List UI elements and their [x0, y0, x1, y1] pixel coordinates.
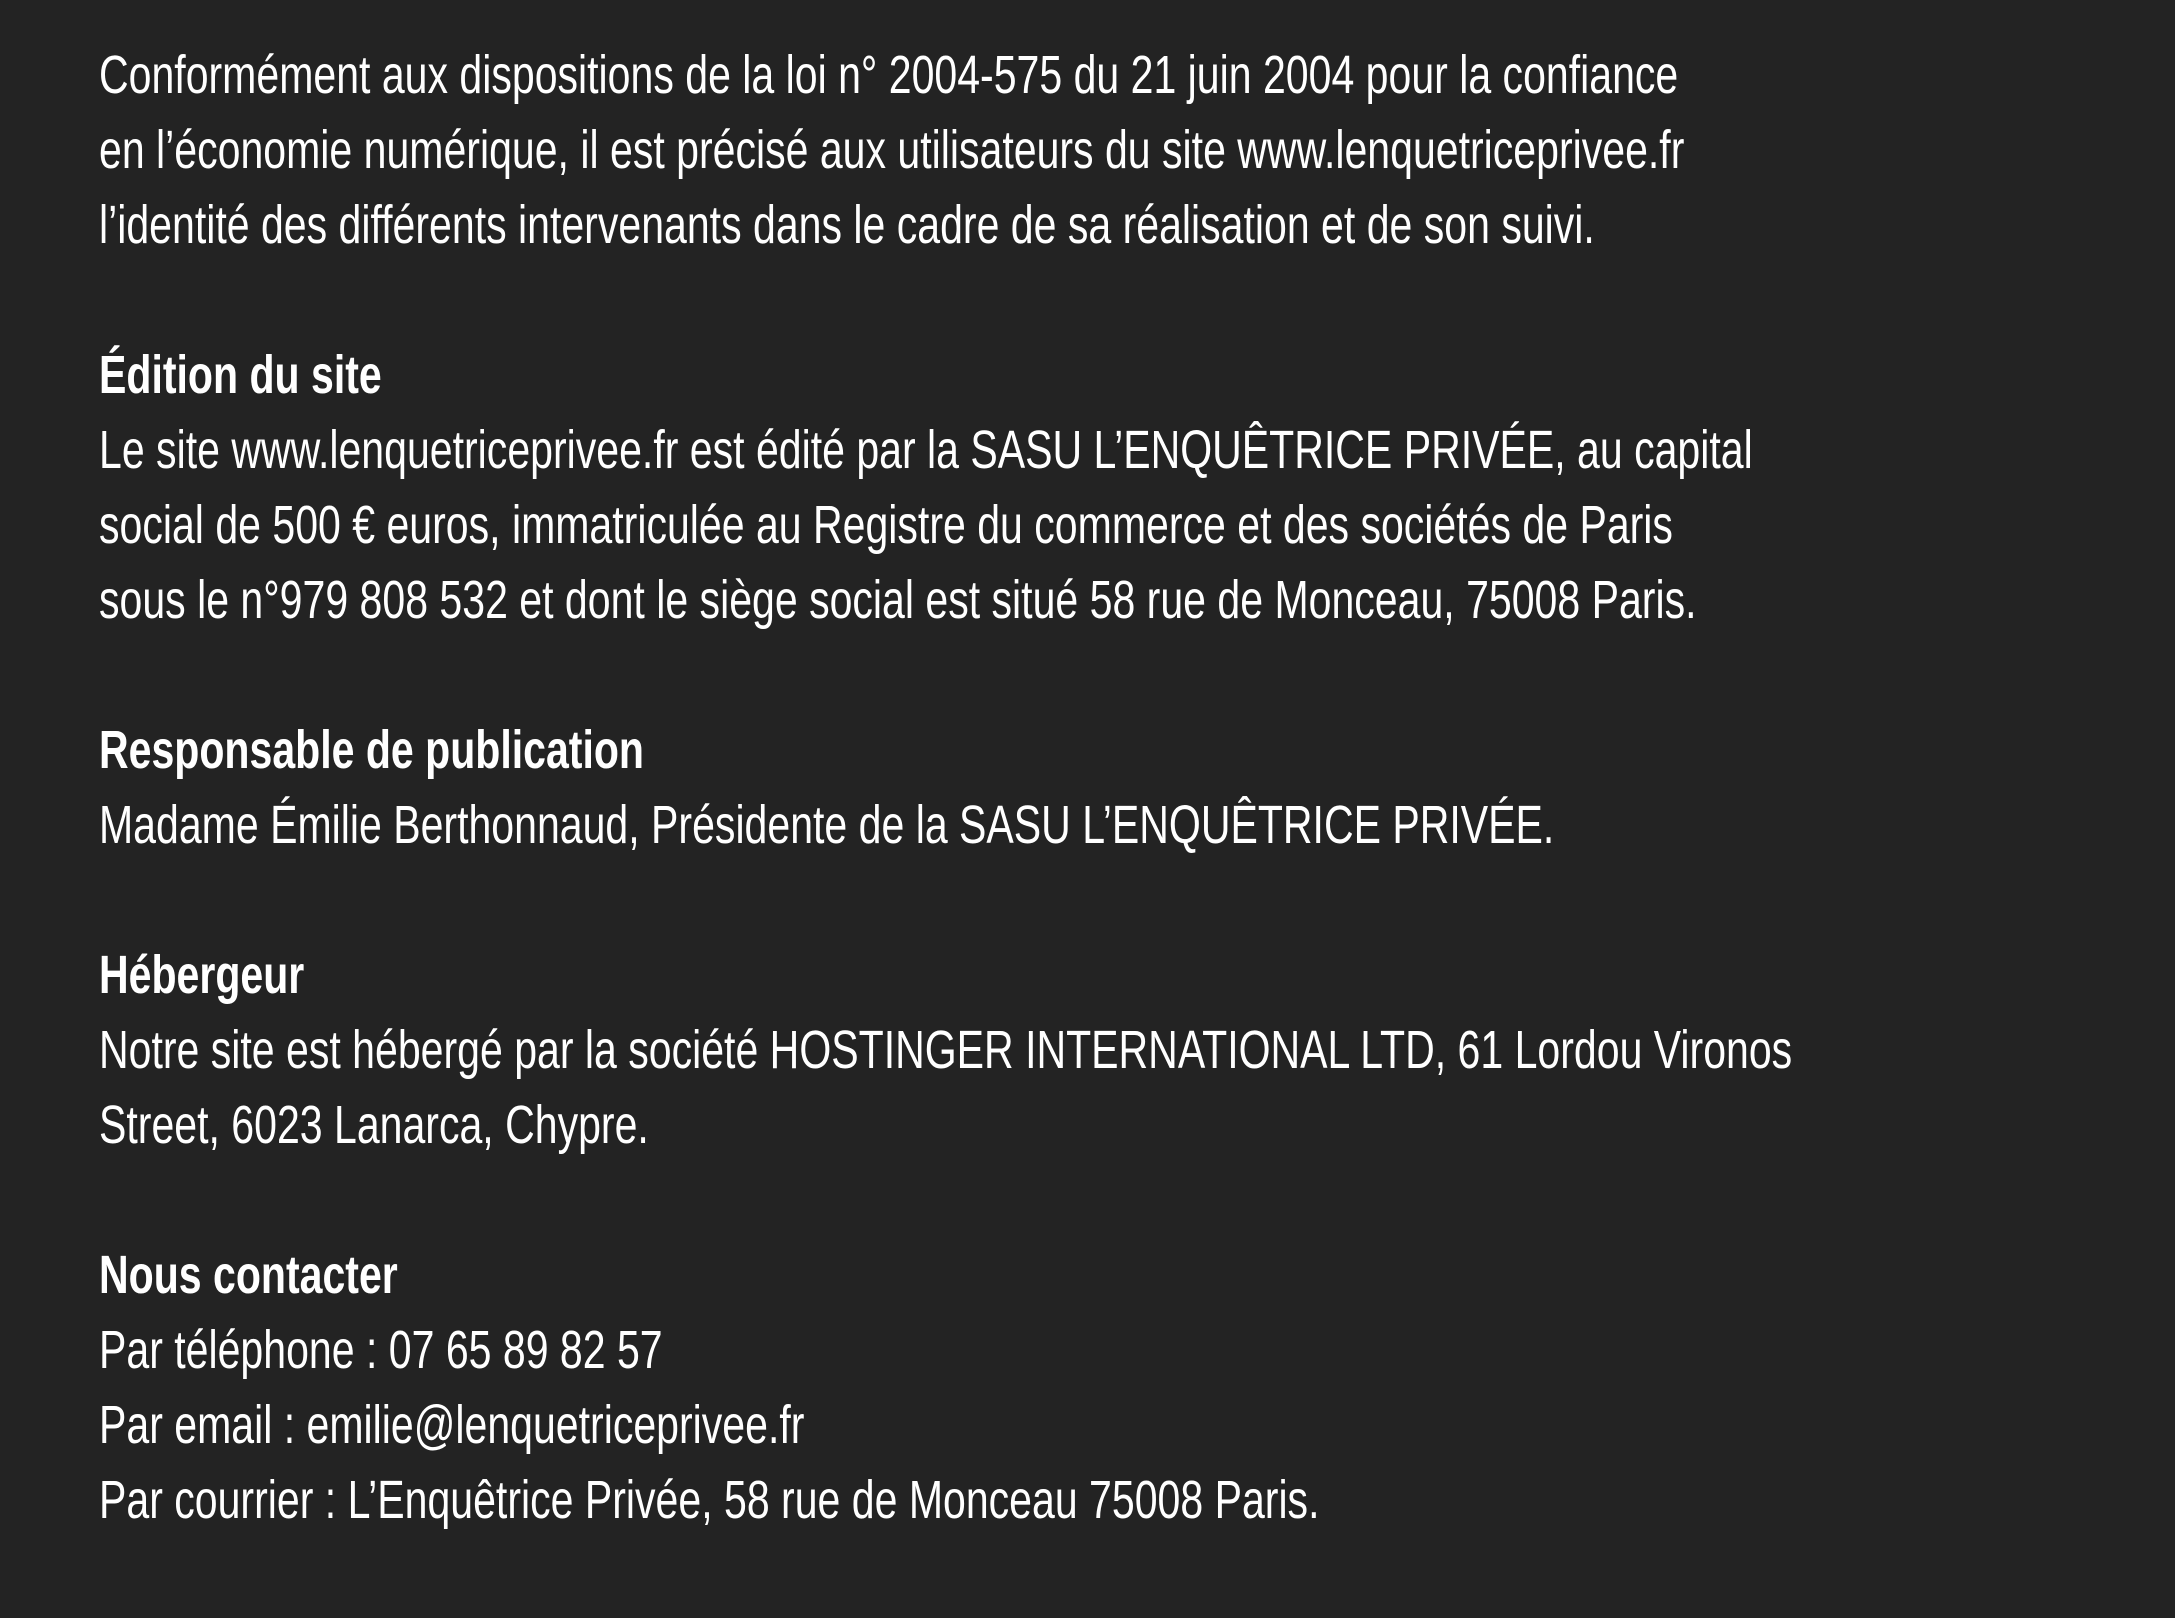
hosting-line-1: Notre site est hébergé par la société HOSTINGER INTERNATIONAL LTD, 61 Lordou Vironos: [99, 1020, 1793, 1080]
publication-heading: Responsable de publication: [99, 720, 645, 780]
contact-heading: Nous contacter: [99, 1245, 398, 1305]
contact-phone: Par téléphone : 07 65 89 82 57: [99, 1320, 663, 1380]
hosting-heading: Hébergeur: [99, 945, 305, 1005]
legal-notice: [99, 38, 2094, 1613]
hosting-line-2: Street, 6023 Lanarca, Chypre.: [99, 1095, 649, 1155]
intro-line-1: Conformément aux dispositions de la loi n° 2004-575 du 21 juin 2004 pour la confiance: [99, 45, 1679, 105]
edition-line-1: Le site www.lenquetriceprivee.fr est édité par la SASU L’ENQUÊTRICE PRIVÉE, au capital: [99, 420, 1753, 480]
publication-section: [99, 713, 2094, 863]
intro-section: [99, 38, 2094, 263]
edition-line-3: sous le n°979 808 532 et dont le siège social est situé 58 rue de Monceau, 75008 Paris.: [99, 570, 1697, 630]
contact-email[interactable]: Par email : emilie@lenquetriceprivee.fr: [99, 1395, 805, 1455]
edition-heading: Édition du site: [99, 345, 382, 405]
edition-section: [99, 338, 2094, 638]
contact-section: [99, 1238, 2094, 1538]
contact-mail-address: Par courrier : L’Enquêtrice Privée, 58 rue de Monceau 75008 Paris.: [99, 1470, 1320, 1530]
hosting-section: [99, 938, 2094, 1163]
intro-line-3: l’identité des différents intervenants dans le cadre de sa réalisation et de son suivi.: [99, 195, 1595, 255]
edition-line-2: social de 500 € euros, immatriculée au Registre du commerce et des sociétés de Paris: [99, 495, 1673, 555]
intro-line-2: en l’économie numérique, il est précisé aux utilisateurs du site www.lenquetriceprivee.fr: [99, 120, 1685, 180]
publication-line-1: Madame Émilie Berthonnaud, Présidente de la SASU L’ENQUÊTRICE PRIVÉE.: [99, 795, 1555, 855]
